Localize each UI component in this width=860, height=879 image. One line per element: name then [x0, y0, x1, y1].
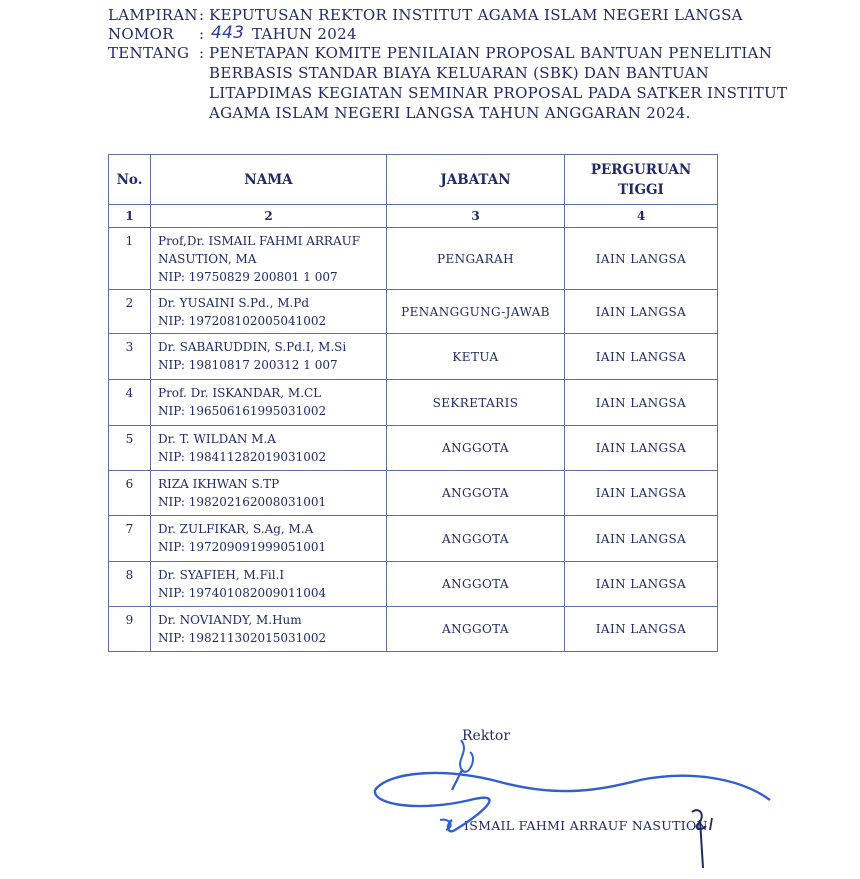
- row-number: 4: [109, 380, 151, 426]
- row-number: 5: [109, 426, 151, 471]
- lampiran-value: KEPUTUSAN REKTOR INSTITUT AGAMA ISLAM NEGERI LANGSA: [209, 6, 743, 24]
- member-jabatan: ANGGOTA: [387, 607, 565, 652]
- member-perguruan: IAIN LANGSA: [565, 607, 718, 652]
- member-perguruan: IAIN LANGSA: [565, 471, 718, 516]
- tentang-line: BERBASIS STANDAR BIAYA KELUARAN (SBK) DAN BANTUAN: [209, 64, 710, 82]
- lampiran-label: LAMPIRAN: [108, 6, 198, 24]
- member-jabatan: PENGARAH: [387, 228, 565, 290]
- member-name: Dr. NOVIANDY, M.Hum: [158, 613, 302, 627]
- member-name: Dr. SABARUDDIN, S.Pd.I, M.Si: [158, 340, 347, 354]
- column-number: 1: [109, 205, 151, 228]
- column-number: 4: [565, 205, 718, 228]
- member-name: Dr. T. WILDAN M.A: [158, 432, 276, 446]
- member-name: RIZA IKHWAN S.TP: [158, 477, 280, 491]
- member-jabatan: ANGGOTA: [387, 516, 565, 562]
- tentang-label: TENTANG: [108, 44, 190, 62]
- tentang-line: PENETAPAN KOMITE PENILAIAN PROPOSAL BANTUAN PENELITIAN: [209, 44, 773, 62]
- column-number: 3: [387, 205, 565, 228]
- nomor-handwritten: 443: [211, 23, 245, 43]
- member-nip: NIP: 197209091999051001: [158, 540, 327, 554]
- member-perguruan: IAIN LANGSA: [565, 380, 718, 426]
- member-name: Prof. Dr. ISKANDAR, M.CL: [158, 386, 322, 400]
- nomor-label: NOMOR: [108, 25, 174, 43]
- member-perguruan: IAIN LANGSA: [565, 516, 718, 562]
- row-number: 8: [109, 562, 151, 607]
- colon: :: [199, 6, 205, 24]
- member-name: Prof,Dr. ISMAIL FAHMI ARRAUF: [158, 234, 361, 248]
- member-jabatan: PENANGGUNG-JAWAB: [387, 290, 565, 334]
- row-number: 2: [109, 290, 151, 334]
- member-name: Dr. SYAFIEH, M.Fil.I: [158, 568, 285, 582]
- member-perguruan: IAIN LANGSA: [565, 426, 718, 471]
- tentang-line: LITAPDIMAS KEGIATAN SEMINAR PROPOSAL PADA SATKER INSTITUT: [209, 84, 788, 102]
- member-nip: NIP: 197208102005041002: [158, 314, 327, 328]
- col-header-jabatan: JABATAN: [387, 155, 565, 205]
- col-header-no: No.: [109, 155, 151, 205]
- member-jabatan: ANGGOTA: [387, 562, 565, 607]
- member-jabatan: KETUA: [387, 334, 565, 380]
- row-number: 9: [109, 607, 151, 652]
- member-nip: NIP: 198211302015031002: [158, 631, 327, 645]
- colon: :: [199, 44, 205, 62]
- member-nip: NIP: 198202162008031001: [158, 495, 327, 509]
- member-nip: NIP: 196506161995031002: [158, 404, 327, 418]
- member-jabatan: ANGGOTA: [387, 426, 565, 471]
- member-perguruan: IAIN LANGSA: [565, 562, 718, 607]
- member-name: Dr. YUSAINI S.Pd., M.Pd: [158, 296, 310, 310]
- row-number: 1: [109, 228, 151, 290]
- member-nip: NIP: 19750829 200801 1 007: [158, 270, 338, 284]
- member-perguruan: IAIN LANGSA: [565, 228, 718, 290]
- col-header-perguruan-part: TIGGI: [618, 181, 664, 198]
- tentang-line: AGAMA ISLAM NEGERI LANGSA TAHUN ANGGARAN 2024.: [209, 104, 691, 122]
- member-jabatan: SEKRETARIS: [387, 380, 565, 426]
- col-header-perguruan-part: PERGURUAN: [590, 161, 692, 178]
- member-nip: NIP: 197401082009011004: [158, 586, 327, 600]
- signatory-name: ISMAIL FAHMI ARRAUF NASUTION: [464, 818, 708, 833]
- member-nip: NIP: 19810817 200312 1 007: [158, 358, 338, 372]
- colon: :: [199, 25, 205, 43]
- nomor-value: TAHUN 2024: [252, 25, 357, 43]
- row-number: 3: [109, 334, 151, 380]
- col-header-nama: NAMA: [151, 155, 387, 205]
- row-number: 6: [109, 471, 151, 516]
- row-number: 7: [109, 516, 151, 562]
- column-number: 2: [151, 205, 387, 228]
- member-jabatan: ANGGOTA: [387, 471, 565, 516]
- member-name: NASUTION, MA: [158, 252, 257, 266]
- signatory-title: Rektor: [462, 728, 511, 744]
- member-name: Dr. ZULFIKAR, S.Ag, M.A: [158, 522, 314, 536]
- member-nip: NIP: 198411282019031002: [158, 450, 327, 464]
- member-perguruan: IAIN LANGSA: [565, 334, 718, 380]
- member-perguruan: IAIN LANGSA: [565, 290, 718, 334]
